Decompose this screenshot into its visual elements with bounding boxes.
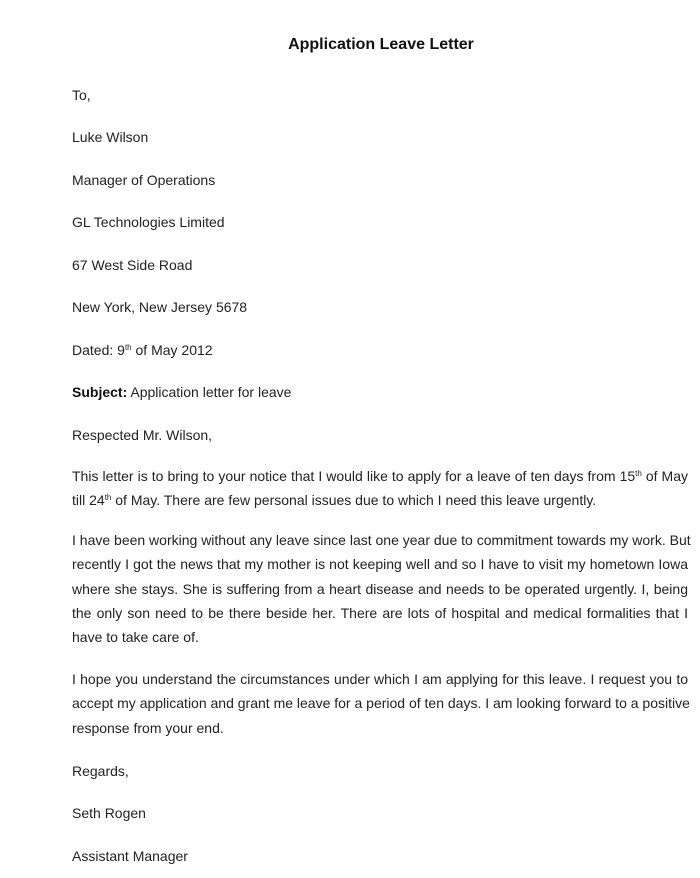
letter-closing: Regards, <box>72 763 129 779</box>
sender-position: Assistant Manager <box>72 848 188 864</box>
subject-label: Subject: <box>72 384 128 400</box>
paragraph-2-line: have to take care of. <box>72 629 199 646</box>
paragraph-3-line: response from your end. <box>72 719 224 736</box>
paragraph-1-line-2-end: of May. There are few personal issues due to which I need this leave urgently. <box>111 492 597 509</box>
letter-subject <box>72 384 291 400</box>
recipient-name: Luke Wilson <box>72 129 149 145</box>
letter-title: Application Leave Letter <box>288 36 474 53</box>
subject-text: Application letter for leave <box>127 384 292 400</box>
date-rest: of May 2012 <box>131 342 213 358</box>
paragraph-1-line-1-sup: th <box>635 469 642 478</box>
recipient-position: Manager of Operations <box>72 172 216 188</box>
paragraph-2-line: the only son need to be there beside her. There are lots of hospital and medical formalities that I <box>72 604 688 621</box>
paragraph-3-line: accept my application and grant me leave for a period of ten days. I am looking forward to a positive <box>72 695 690 712</box>
date-label: Dated: 9 <box>72 342 125 358</box>
paragraph-2-line: I have been working without any leave since last one year due to commitment towards my work. But <box>72 532 691 548</box>
paragraph-1-line-2 <box>72 488 688 512</box>
paragraph-2 <box>72 528 691 649</box>
recipient-company: GL Technologies Limited <box>72 214 225 230</box>
paragraph-2-line: where she stays. She is suffering from a heart disease and needs to be operated urgently. I, being <box>72 580 688 597</box>
paragraph-1 <box>72 464 688 513</box>
recipient-city: New York, New Jersey 5678 <box>72 299 248 315</box>
recipient-street: 67 West Side Road <box>72 257 193 273</box>
paragraph-1-line-1-end: of May <box>641 468 688 484</box>
paragraph-1-line-1-text: This letter is to bring to your notice that I would like to apply for a leave of ten days from 15 <box>72 468 636 484</box>
letter-greeting: Respected Mr. Wilson, <box>72 427 213 443</box>
date-suffix: th <box>124 343 132 352</box>
paragraph-1-line-1 <box>72 464 688 488</box>
letter-date <box>72 342 213 358</box>
paragraph-1-line-2-sup: th <box>104 493 112 503</box>
paragraph-3 <box>72 667 688 740</box>
paragraph-2-line: recently I got the news that my mother is not keeping well and so I have to visit my hometown Iowa <box>72 556 688 573</box>
salutation-to: To, <box>72 87 91 103</box>
paragraph-3-line: I hope you understand the circumstances under which I am applying for this leave. I request you to <box>72 671 688 687</box>
paragraph-1-line-2-text: till 24 <box>72 492 105 509</box>
sender-name: Seth Rogen <box>72 805 146 821</box>
